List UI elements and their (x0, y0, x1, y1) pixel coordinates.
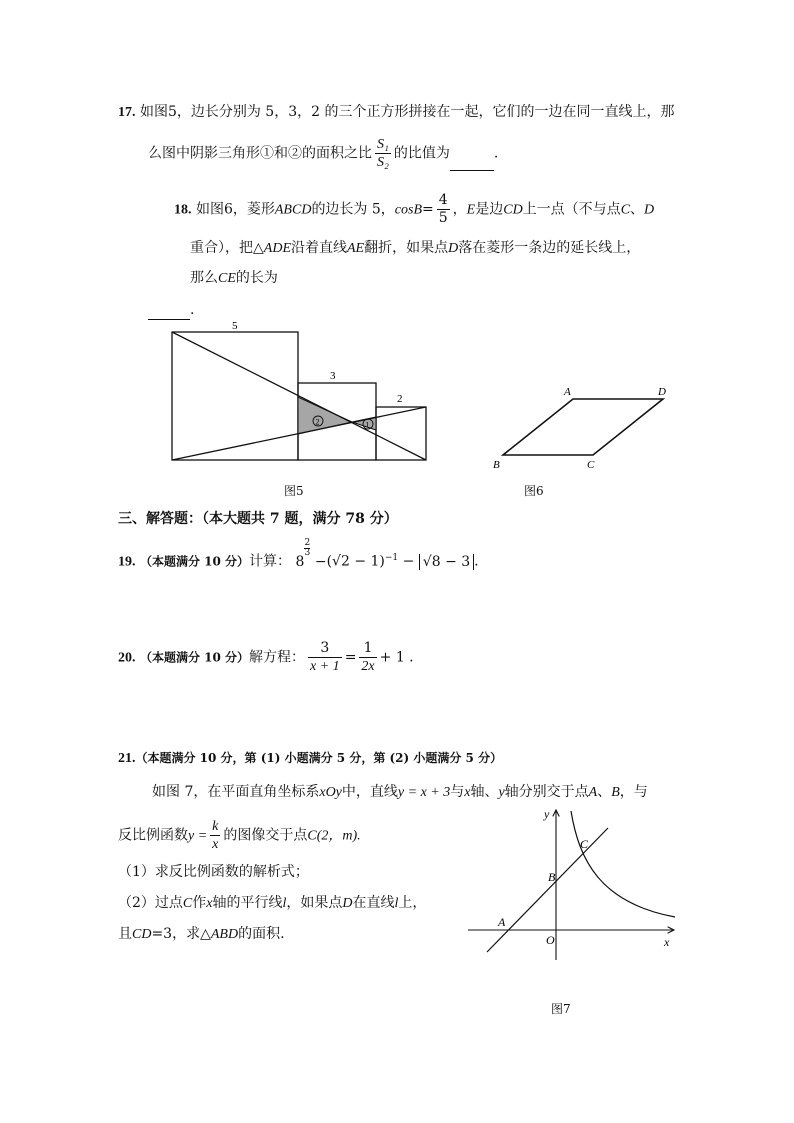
q20-text: 解方程： (249, 649, 306, 666)
fig6-label-c: C (587, 459, 595, 471)
fig7-label-b: B (548, 870, 556, 884)
q20-f2-den: 2x (361, 659, 375, 674)
q18-sep: 、 (630, 201, 645, 218)
q18-c: C (620, 202, 631, 218)
q20-eq: = (344, 649, 357, 666)
q21-p2-d: D (342, 896, 353, 911)
fig5-label-3: 3 (330, 370, 336, 382)
q17-end: . (493, 145, 499, 162)
q17-answer-blank (450, 156, 494, 171)
q21-p2-l: l (282, 896, 287, 911)
q21-yaxis: y (498, 785, 505, 800)
q17-text-3: 的比值为 (393, 145, 450, 162)
q21-p2-t4: ，如果点 (286, 895, 343, 911)
fig5-diagonal-1 (172, 332, 426, 460)
q18-t3: ， (452, 201, 467, 218)
q19-tag: （本题满分 10 分） (139, 554, 250, 569)
figure-5 (160, 315, 440, 470)
q18-frac-num: 4 (438, 192, 448, 208)
q18-number: 18. (174, 202, 192, 218)
q20-f1-den: x + 1 (310, 659, 340, 674)
q21-line2 (118, 818, 361, 853)
q20-line (118, 640, 414, 675)
fig5-label-2: 2 (397, 393, 403, 405)
q20-fraction-1 (308, 640, 342, 675)
q20-fraction-2 (359, 640, 376, 675)
fig5-label-5: 5 (232, 320, 238, 332)
q21-t6: 、 (597, 784, 612, 800)
q18-t9: 落在菱形一条边的延长线上， (458, 240, 641, 256)
q21-t9: 的图像交于点 (223, 827, 308, 844)
q21-p3-cd: CD (132, 927, 152, 942)
q21-p2-t3: 轴的平行线 (212, 895, 283, 911)
q19-number: 19. (118, 554, 136, 570)
q20-f2-num: 1 (359, 640, 376, 658)
q18-t5: 上一点（不与点 (522, 201, 621, 218)
q17-text-1: 如图5，边长分别为 5，3，2 的三个正方形拼接在一起，它们的一边在同一直线上，那 (139, 104, 675, 120)
q21-part2 (118, 893, 426, 914)
fig5-mark-1: 1 (365, 420, 370, 430)
q21-tag: （本题满分 10 分，第 (1) 小题满分 5 分，第 (2) 小题满分 5 分） (135, 751, 503, 765)
q21-p3-t3: 的面积. (238, 926, 285, 942)
q18-eq: = (422, 201, 434, 218)
fig6-caption: 图6 (524, 484, 544, 498)
q19-exp-num: 2 (304, 537, 311, 548)
q21-t5: 轴分别交于点 (504, 784, 589, 800)
q18-cosb: cosB (394, 202, 423, 218)
q21-part3 (118, 924, 285, 945)
q21-t3: 与 (450, 784, 465, 800)
q21-y-eq: y = (188, 828, 208, 844)
q18-abcd: ABCD (274, 202, 312, 218)
q19-exp-den: 3 (304, 547, 311, 558)
q18-d2: D (448, 241, 459, 256)
q21-p2-t1: （2）过点 (118, 895, 183, 911)
q18-line1 (174, 192, 654, 227)
fig6-label-b: B (493, 459, 500, 471)
fig7-label-a: A (498, 915, 506, 929)
q21-linefn: y = x + 3 (397, 785, 451, 800)
q21-p3-t2: =3，求△ (151, 926, 211, 942)
q21-t1: 如图 7，在平面直角坐标系 (152, 784, 320, 800)
q20-tag: （本题满分 10 分） (139, 650, 250, 665)
q21-p2-t2: 作 (192, 895, 207, 911)
q18-cd: CD (503, 202, 523, 218)
q19-base-wrap (295, 537, 311, 570)
fig5-caption: 图5 (284, 484, 304, 498)
q17-fraction (375, 136, 391, 171)
q21-xoy: xOy (319, 785, 342, 800)
q21-x: x (212, 837, 219, 852)
q18-ae: AE (347, 241, 365, 256)
q21-p2-t5: 在直线 (352, 895, 395, 911)
fig5-mark-2: 2 (315, 417, 320, 427)
q19-abs (419, 554, 474, 570)
q18-t4: 是边 (475, 201, 504, 218)
q17-frac-den: S₂ (377, 155, 389, 170)
q21-p2-c: C (182, 896, 193, 911)
fig6-label-d: D (658, 386, 666, 398)
q17-frac-num: S₁ (377, 137, 389, 152)
q19-exponent (304, 539, 310, 558)
q19-neg1: −1 (384, 553, 399, 563)
q18-t8: 翻折，如果点 (364, 240, 449, 256)
q19-abs-inner: √8 − 3 (422, 553, 471, 570)
q21-b: B (611, 785, 620, 800)
fig5-square-2 (376, 407, 426, 460)
q20-plus: + 1 . (379, 649, 414, 666)
q19-end: . (474, 553, 479, 570)
q19-paren: (√2 − 1) (326, 553, 385, 570)
q18-t7: 沿着直线 (291, 240, 347, 256)
fig7-label-x: x (664, 935, 670, 949)
fig7-label-y: y (544, 807, 550, 821)
q21-number: 21. (118, 751, 136, 766)
fig7-label-o: O (546, 933, 555, 947)
q18-t11: 的长为 (235, 270, 278, 286)
q18-t6: 重合），把△ (190, 240, 264, 256)
q18-d: D (644, 202, 655, 218)
q17-text-2: 么图中阴影三角形①和②的面积之比 (148, 145, 372, 162)
q21-xaxis: x (464, 785, 471, 800)
q21-p2-x: x (206, 896, 213, 911)
q19-text: 计算： (249, 553, 292, 570)
figure-6 (488, 383, 678, 473)
q19-minus-2: − (402, 553, 415, 570)
fig6-label-a: A (564, 386, 571, 398)
q21-p3-abd: ABD (210, 927, 239, 942)
q19-line (118, 537, 479, 573)
q18-fraction (437, 192, 450, 227)
q18-line2 (190, 238, 640, 259)
fig5-square-5 (172, 332, 298, 460)
q21-p3-t1: 且 (118, 926, 132, 942)
q21-part1: （1）求反比例函数的解析式； (118, 864, 309, 880)
q18-ce: CE (218, 271, 236, 286)
q20-number: 20. (118, 650, 136, 666)
q19-base: 8 (295, 553, 305, 570)
q19-minus-1: − (314, 553, 327, 570)
fig6-rhombus (503, 399, 663, 455)
q21-t8: 反比例函数 (118, 827, 188, 844)
q18-e: E (466, 202, 476, 218)
q18-frac-den: 5 (438, 210, 448, 226)
q18-ade: ADE (263, 241, 291, 256)
q21-p2-l2: l (394, 896, 399, 911)
q21-t4: 轴、 (470, 784, 499, 800)
q17-line1 (118, 102, 674, 123)
q18-t2: 的边长为 5， (311, 201, 395, 218)
q21-k: k (212, 819, 219, 834)
fig7-hyperbola (571, 811, 675, 917)
q21-p2-t6: 上， (398, 895, 427, 911)
q17-line2 (148, 136, 498, 171)
q18-line3 (190, 268, 278, 289)
q18-end: . (190, 302, 195, 318)
q21-t2: 中，直线 (341, 784, 398, 800)
fig7-caption: 图7 (551, 1002, 571, 1016)
fig7-label-c: C (580, 837, 589, 851)
q18-t10: 那么 (190, 270, 218, 286)
q20-f1-num: 3 (308, 640, 342, 658)
figure-7 (462, 800, 687, 960)
q21-a: A (588, 785, 598, 800)
q17-number: 17. (118, 105, 136, 120)
q21-point-c: C(2，m). (307, 828, 361, 844)
section-3-title: 三、解答题：（本大题共 7 题，满分 78 分） (118, 511, 398, 527)
q21-fraction (210, 818, 220, 853)
q18-t1: 如图6，菱形 (195, 201, 275, 218)
q21-t7: ，与 (619, 784, 648, 800)
q21-header (118, 748, 502, 769)
